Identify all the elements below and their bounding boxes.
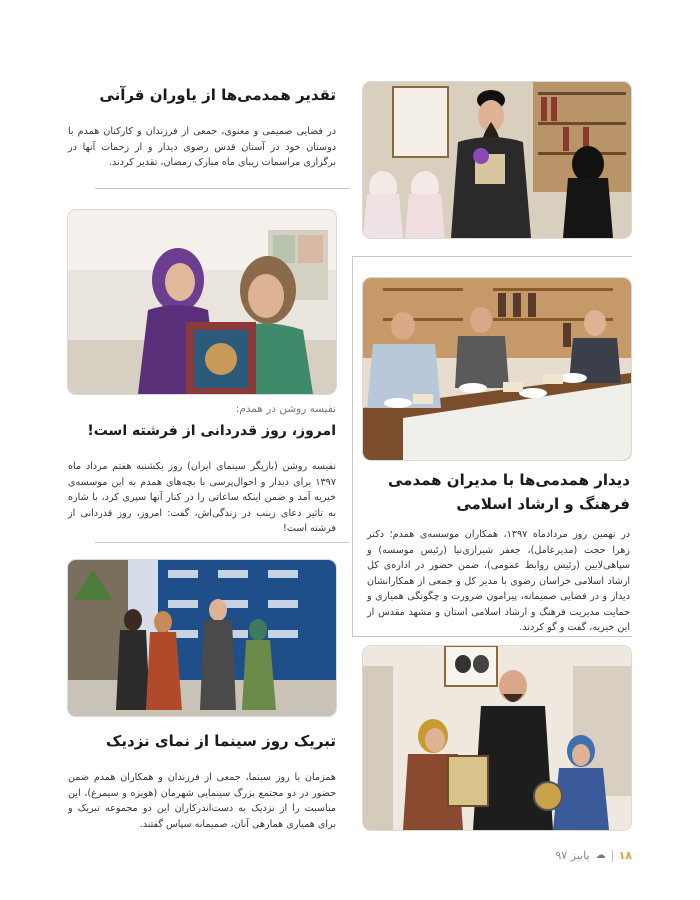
photo-ershad-meeting — [363, 278, 631, 460]
divider-right-2 — [352, 636, 632, 637]
photo-cinema-day — [68, 560, 336, 716]
footer-separator — [612, 850, 613, 862]
article3-body: در نهمین روز مردادماه ۱۳۹۷، همکاران موسسه‌ی همدم؛ دکتر زهرا حجت (مدیرعامل)، جعفر شیرازی‌نیا (رئیس موسسه) و سپاهی‌لایین (رئیس روابط عمومی)، ضمن حضور در اداره‌ی کل ارشاد اسلامی خراسان رضوی با مدیر کل و جمعی از همکارانشان دیدار و در فضایی صمیمانه، پیرامون ضرورت و چگونگی همیاری و حمایت مدیریت فرهنگ و ارشاد اسلامی استان و مشهد مقدس از این خیریه، گفت و گو کردند. — [367, 529, 630, 633]
article3-title: دیدار همدمی‌ها با مدیران همدمی فرهنگ و ارشاد اسلامی — [388, 471, 630, 513]
article2-body: نفیسه روشن (بازیگر سینمای ایران) روز یکشنبه هفتم مرداد ماه ۱۳۹۷ برای دیدار و احوال‌پرسی با بچه‌های همدم به این موسسه‌ی خیریه آمد و ضمن اینکه ساعاتی را در کنار آنها سپری کرد، با شاره به تاثیر دعای زینب در زندگی‌اش، گفت: امروز، روز قدردانی از فرشته است! — [68, 461, 336, 534]
page-number: ۱۸ — [618, 849, 632, 862]
photo-award-ceremony — [363, 646, 631, 830]
article2-kicker: نفیسه روشن در همدم: — [235, 403, 336, 415]
article1-body: در فضایی صمیمی و معنوی، جمعی از فرزندان و کارکنان همدم با دوستان خود در آستان قدس رضوی دیدار و از زحمات آنها در برگزاری مراسمات زیبای ماه مبارک رمضان، تقدیر کردند. — [68, 126, 336, 168]
page-footer — [555, 849, 632, 862]
divider-right-1 — [352, 256, 632, 257]
photo-quranic-helpers — [363, 82, 631, 238]
divider-left-1 — [95, 188, 350, 189]
article4-body: همزمان با روز سینما، جمعی از فرزندان و همکاران همدم ضمن حضور در دو مجتمع بزرگ سینمایی شهرمان (هویزه و سیمرغ)، این مناسبت را از نزدیک به دست‌اندرکاران این دو مجموعه تبریک و برای همیاری همارهی آنان، صمیمانه سپاس گفتند. — [68, 772, 336, 830]
hamdam-logo-icon: ☁ — [595, 850, 606, 861]
vertical-divider-right — [352, 256, 353, 636]
footer-season: پاییز ۹۷ — [555, 849, 590, 862]
article4-title: تبریک روز سینما از نمای نزدیک — [106, 732, 336, 750]
photo-nafiseh-roshan — [68, 210, 336, 394]
article2-title: امروز، روز قدردانی از فرشته است! — [87, 423, 336, 439]
divider-left-2 — [95, 542, 350, 543]
article1-title: تقدیر همدمی‌ها از یاوران قرآنی — [99, 86, 336, 104]
